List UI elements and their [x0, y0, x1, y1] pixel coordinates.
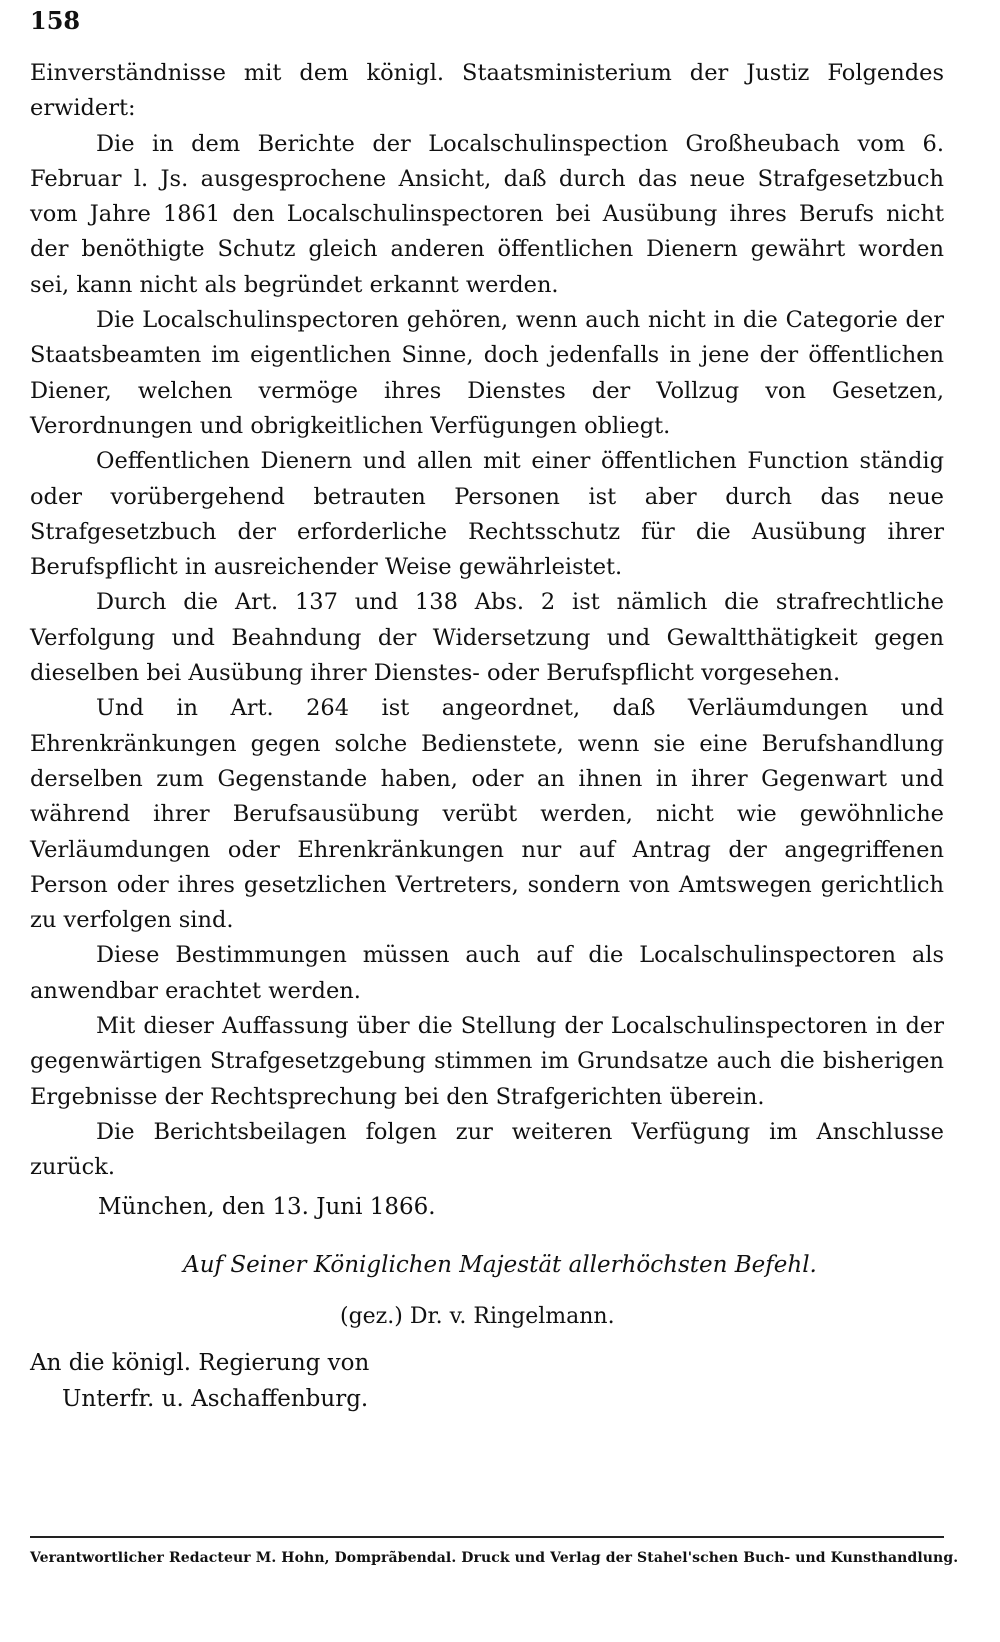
signature: (gez.) Dr. v. Ringelmann.	[340, 1304, 615, 1329]
paragraph: Durch die Art. 137 und 138 Abs. 2 ist nämlich die strafrechtliche Verfolgung und Beahndung der Widersetzung und Gewaltthätigkeit gegen dieselben bei Ausübung ihrer Dienstes- oder Berufspflicht vorgesehen.	[30, 589, 944, 687]
recipient-address	[30, 1345, 1000, 1417]
paragraph: Mit dieser Auffassung über die Stellung der Localschulinspectoren in der gegenwärtigen Strafgesetzgebung stimmen im Grundsatze auch die bisherigen Ergebnisse der Rechtsprechung bei den Strafgerichten überein.	[30, 1013, 944, 1110]
page-number: 158	[30, 6, 81, 35]
paragraph: Die Localschulinspectoren gehören, wenn auch nicht in die Categorie der Staatsbeamten im eigentlichen Sinne, doch jedenfalls in jene der öffentlichen Diener, welchen vermöge ihres Dienstes der Vollzug von Gesetzen, Verordnungen und obrigkeitlichen Verfügungen obliegt.	[30, 307, 944, 439]
royal-command: Auf Seiner Königlichen Majestät allerhöchsten Befehl.	[183, 1252, 817, 1278]
printer-imprint: Verantwortlicher Redacteur M. Hohn, Domprãbendal. Druck und Verlag der Stahel'schen Buch- und Kunsthandlung.	[30, 1550, 959, 1566]
paragraph: Die Berichtsbeilagen folgen zur weiteren Verfügung im Anschlusse zurück.	[30, 1118, 944, 1181]
paragraph: Und in Art. 264 ist angeordnet, daß Verläumdungen und Ehrenkränkungen gegen solche Bedienstete, wenn sie eine Berufshandlung derselben zum Gegenstande haben, oder an ihnen in ihrer Gegenwart und während ihrer Berufsausübung verübt werden, nicht wie gewöhnliche Verläumdungen oder Ehrenkränkungen nur auf Antrag der angegriffenen Person oder ihres gesetzlichen Vertreters, sondern von Amtswegen gerichtlich zu verfolgen sind.	[30, 695, 944, 934]
footer-divider	[30, 1536, 944, 1538]
paragraph: Oeffentlichen Dienern und allen mit einer öffentlichen Function ständig oder vorübergehend betrauten Personen ist aber durch das neue Strafgesetzbuch der erforderliche Rechtsschutz für die Ausübung ihrer Berufspflicht in ausreichender Weise gewährleistet.	[30, 448, 944, 581]
dateline: München, den 13. Juni 1866.	[98, 1194, 436, 1220]
recipient-line: Unterfr. u. Aschaffenburg.	[62, 1386, 369, 1412]
paragraph-intro: Einverständnisse mit dem königl. Staatsministerium der Justiz Folgendes erwidert:	[30, 60, 944, 122]
recipient-line: An die königl. Regierung von	[30, 1350, 370, 1376]
paragraph: Die in dem Berichte der Localschulinspection Großheubach vom 6. Februar l. Js. ausgesprochene Ansicht, daß durch das neue Strafgesetzbuch vom Jahre 1861 den Localschulinspectoren bei Ausübung ihres Berufs nicht der benöthigte Schutz gleich anderen öffentlichen Dienern gewährt worden sei, kann nicht als begründet erkannt werden.	[30, 130, 944, 298]
body-text	[30, 56, 944, 1186]
paragraph: Diese Bestimmungen müssen auch auf die Localschulinspectoren als anwendbar erachtet werden.	[30, 942, 944, 1004]
